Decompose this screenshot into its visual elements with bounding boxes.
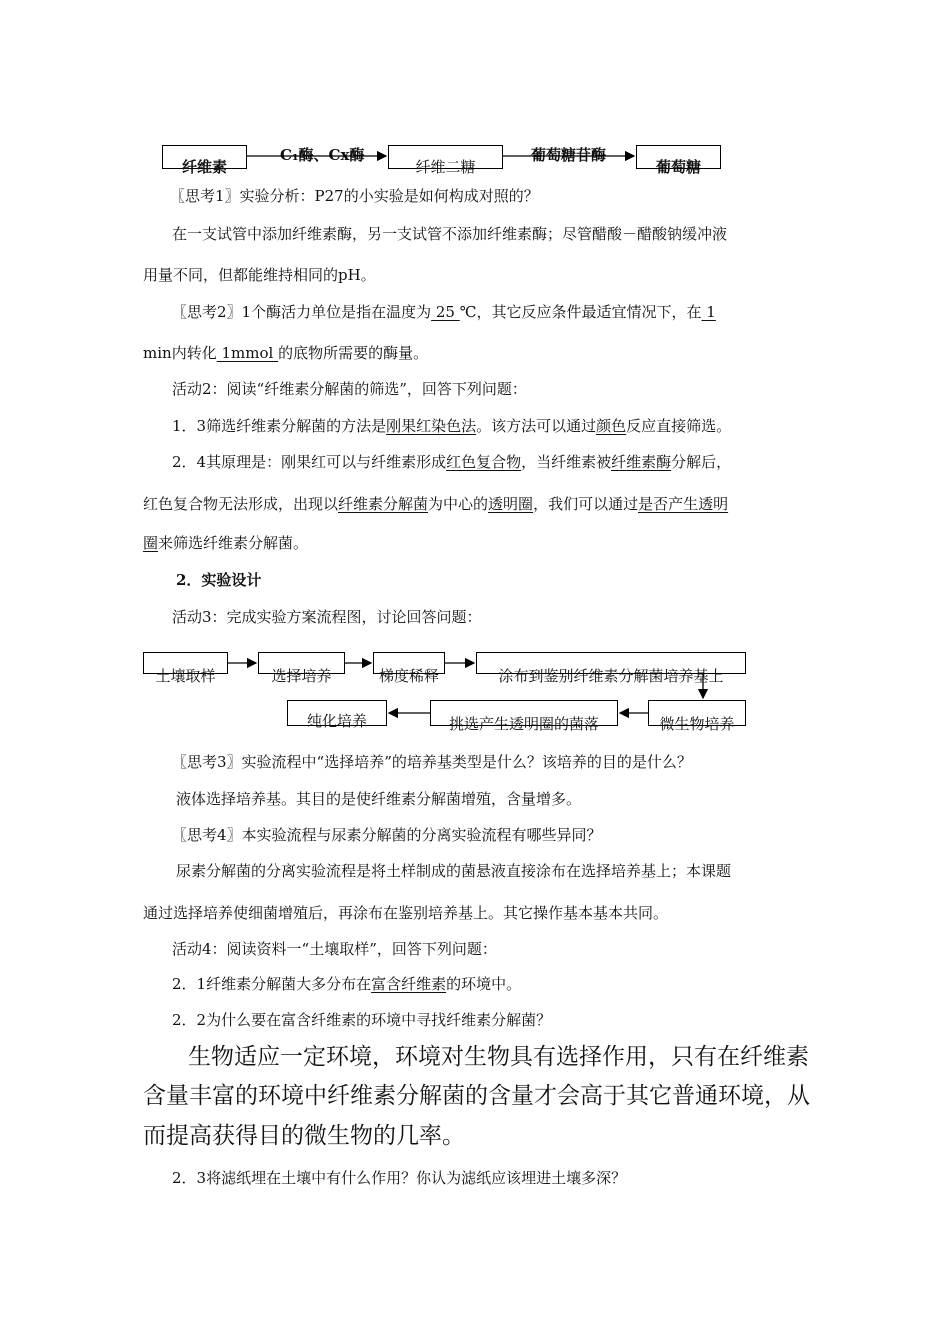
activity4-q1 <box>172 974 521 994</box>
activity2-l1-post: 反应直接筛选。 <box>626 417 732 435</box>
think1-answer-line2: 用量不同，但都能维持相同的pH。 <box>143 266 376 284</box>
activity4-q1-post: 的环境中。 <box>446 975 522 993</box>
flow1-arrow2-label: 葡萄糖苷酶 <box>531 146 607 164</box>
activity4-answer-line1: 生物适应一定环境，环境对生物具有选择作用，只有在纤维素 <box>188 1044 809 1070</box>
flow1-box-cellobiose-label: 纤维二糖 <box>415 158 476 176</box>
flow1-arrow1-label: C₁酶、Cx酶 <box>280 146 365 164</box>
activity2-l3-u1: 纤维素分解菌 <box>338 495 429 513</box>
flow2-box-gradient-dilution <box>373 652 445 685</box>
activity2-l3-pre: 红色复合物无法形成，出现以 <box>143 495 339 513</box>
activity4-q2: 2．2为什么要在富含纤维素的环境中寻找纤维素分解菌？ <box>172 1011 552 1029</box>
flow2-box-spread-plate <box>476 652 746 685</box>
activity4-q1-pre: 2．1纤维素分解菌大多分布在 <box>172 975 372 993</box>
flow2-box-selective-culture <box>258 652 345 685</box>
flow2-box-soil-sampling <box>143 652 228 685</box>
flow2-box-purification <box>287 700 387 730</box>
think1-answer-line1: 在一支试管中添加纤维素酶，另一支试管不添加纤维素酶；尽管醋酸－醋酸钠缓冲液 <box>172 225 728 243</box>
think2-post: 的底物所需要的酶量。 <box>278 344 429 362</box>
activity2-line4 <box>143 533 308 553</box>
think2-mid2: 内转化 <box>171 344 217 362</box>
flow2-box-microbe-culture-label: 微生物培养 <box>659 715 735 733</box>
flow2-box-selective-culture-label: 选择培养 <box>271 667 332 685</box>
flow2-box-pick-colonies <box>430 700 618 733</box>
activity2-l1-pre: 1．3筛选纤维素分解菌的方法是 <box>172 417 387 435</box>
activity2-l4-post: 来筛选纤维素分解菌。 <box>158 534 309 552</box>
think4-answer-line1: 尿素分解菌的分离实验流程是将土样制成的菌悬液直接涂布在选择培养基上；本课题 <box>176 862 732 880</box>
think2-time-unit: min <box>143 344 172 362</box>
activity3-title: 活动3：完成实验方案流程图，讨论回答问题： <box>172 608 482 626</box>
think2-mid: ℃，其它反应条件最适宜情况下，在 <box>459 303 702 321</box>
think4-answer-line2: 通过选择培养使细菌增殖后，再涂布在鉴别培养基上。其它操作基本基本共同。 <box>143 904 669 922</box>
think2-time: 1 <box>701 303 716 321</box>
activity2-l3-u3: 是否产生透明 <box>638 495 729 513</box>
activity2-line2 <box>172 452 731 472</box>
flow2-box-microbe-culture <box>648 700 746 733</box>
think2-pre: 〖思考2〗1个酶活力单位是指在温度为 <box>172 303 432 321</box>
think2-line2 <box>143 343 428 363</box>
section2-title: 2．实验设计 <box>176 571 262 589</box>
activity2-l3-u2: 透明圈 <box>488 495 534 513</box>
flow2-box-spread-plate-label: 涂布到鉴别纤维素分解菌培养基上 <box>498 667 724 685</box>
activity2-line3 <box>143 494 728 514</box>
activity2-title: 活动2：阅读“纤维素分解菌的筛选”，回答下列问题： <box>172 380 527 398</box>
flow2-box-soil-sampling-label: 土壤取样 <box>155 667 216 685</box>
flow2-box-pick-colonies-label: 挑选产生透明圈的菌落 <box>448 715 599 733</box>
think4-question: 〖思考4〗本实验流程与尿素分解菌的分离实验流程有哪些异同？ <box>172 826 602 844</box>
think3-question: 〖思考3〗实验流程中“选择培养”的培养基类型是什么？该培养的目的是什么？ <box>172 753 692 771</box>
activity4-answer-line3: 而提高获得目的微生物的几率。 <box>143 1123 465 1149</box>
activity2-l3-mid2: ，我们可以通过 <box>533 495 639 513</box>
activity2-l2-mid: ，当纤维素被 <box>521 453 612 471</box>
activity2-line1 <box>172 416 731 436</box>
think2-amount: 1mmol <box>216 344 279 362</box>
flow2-box-purification-label: 纯化培养 <box>306 712 367 730</box>
flow2-box-gradient-dilution-label: 梯度稀释 <box>378 667 439 685</box>
activity2-l2-post: 分解后， <box>671 453 732 471</box>
activity2-l2-pre: 2．4其原理是：刚果红可以与纤维素形成 <box>172 453 447 471</box>
activity2-l1-u1: 刚果红染色法 <box>386 417 477 435</box>
think3-answer: 液体选择培养基。其目的是使纤维素分解菌增殖，含量增多。 <box>176 790 582 808</box>
think1-question: 〖思考1〗实验分析：P27的小实验是如何构成对照的？ <box>170 187 539 205</box>
activity2-l4-u: 圈 <box>143 534 159 552</box>
think2-temp: 25 <box>431 303 460 321</box>
activity4-q1-u: 富含纤维素 <box>371 975 447 993</box>
flow1-box-glucose-label: 葡萄糖 <box>655 158 701 176</box>
activity2-l1-u2: 颜色 <box>596 417 627 435</box>
activity2-l1-mid: 。该方法可以通过 <box>476 417 597 435</box>
activity4-q3: 2．3将滤纸埋在土壤中有什么作用？你认为滤纸应该埋进土壤多深？ <box>172 1169 627 1187</box>
activity2-l3-mid: 为中心的 <box>428 495 489 513</box>
think2-line1 <box>172 302 716 322</box>
flow1-box-cellulose-label: 纤维素 <box>181 158 227 176</box>
activity2-l2-u2: 纤维素酶 <box>611 453 672 471</box>
activity2-l2-u1: 红色复合物 <box>446 453 522 471</box>
activity4-answer-line2: 含量丰富的环境中纤维素分解菌的含量才会高于其它普通环境，从 <box>143 1083 810 1109</box>
activity4-title: 活动4：阅读资料一“土壤取样”，回答下列问题： <box>172 940 497 958</box>
